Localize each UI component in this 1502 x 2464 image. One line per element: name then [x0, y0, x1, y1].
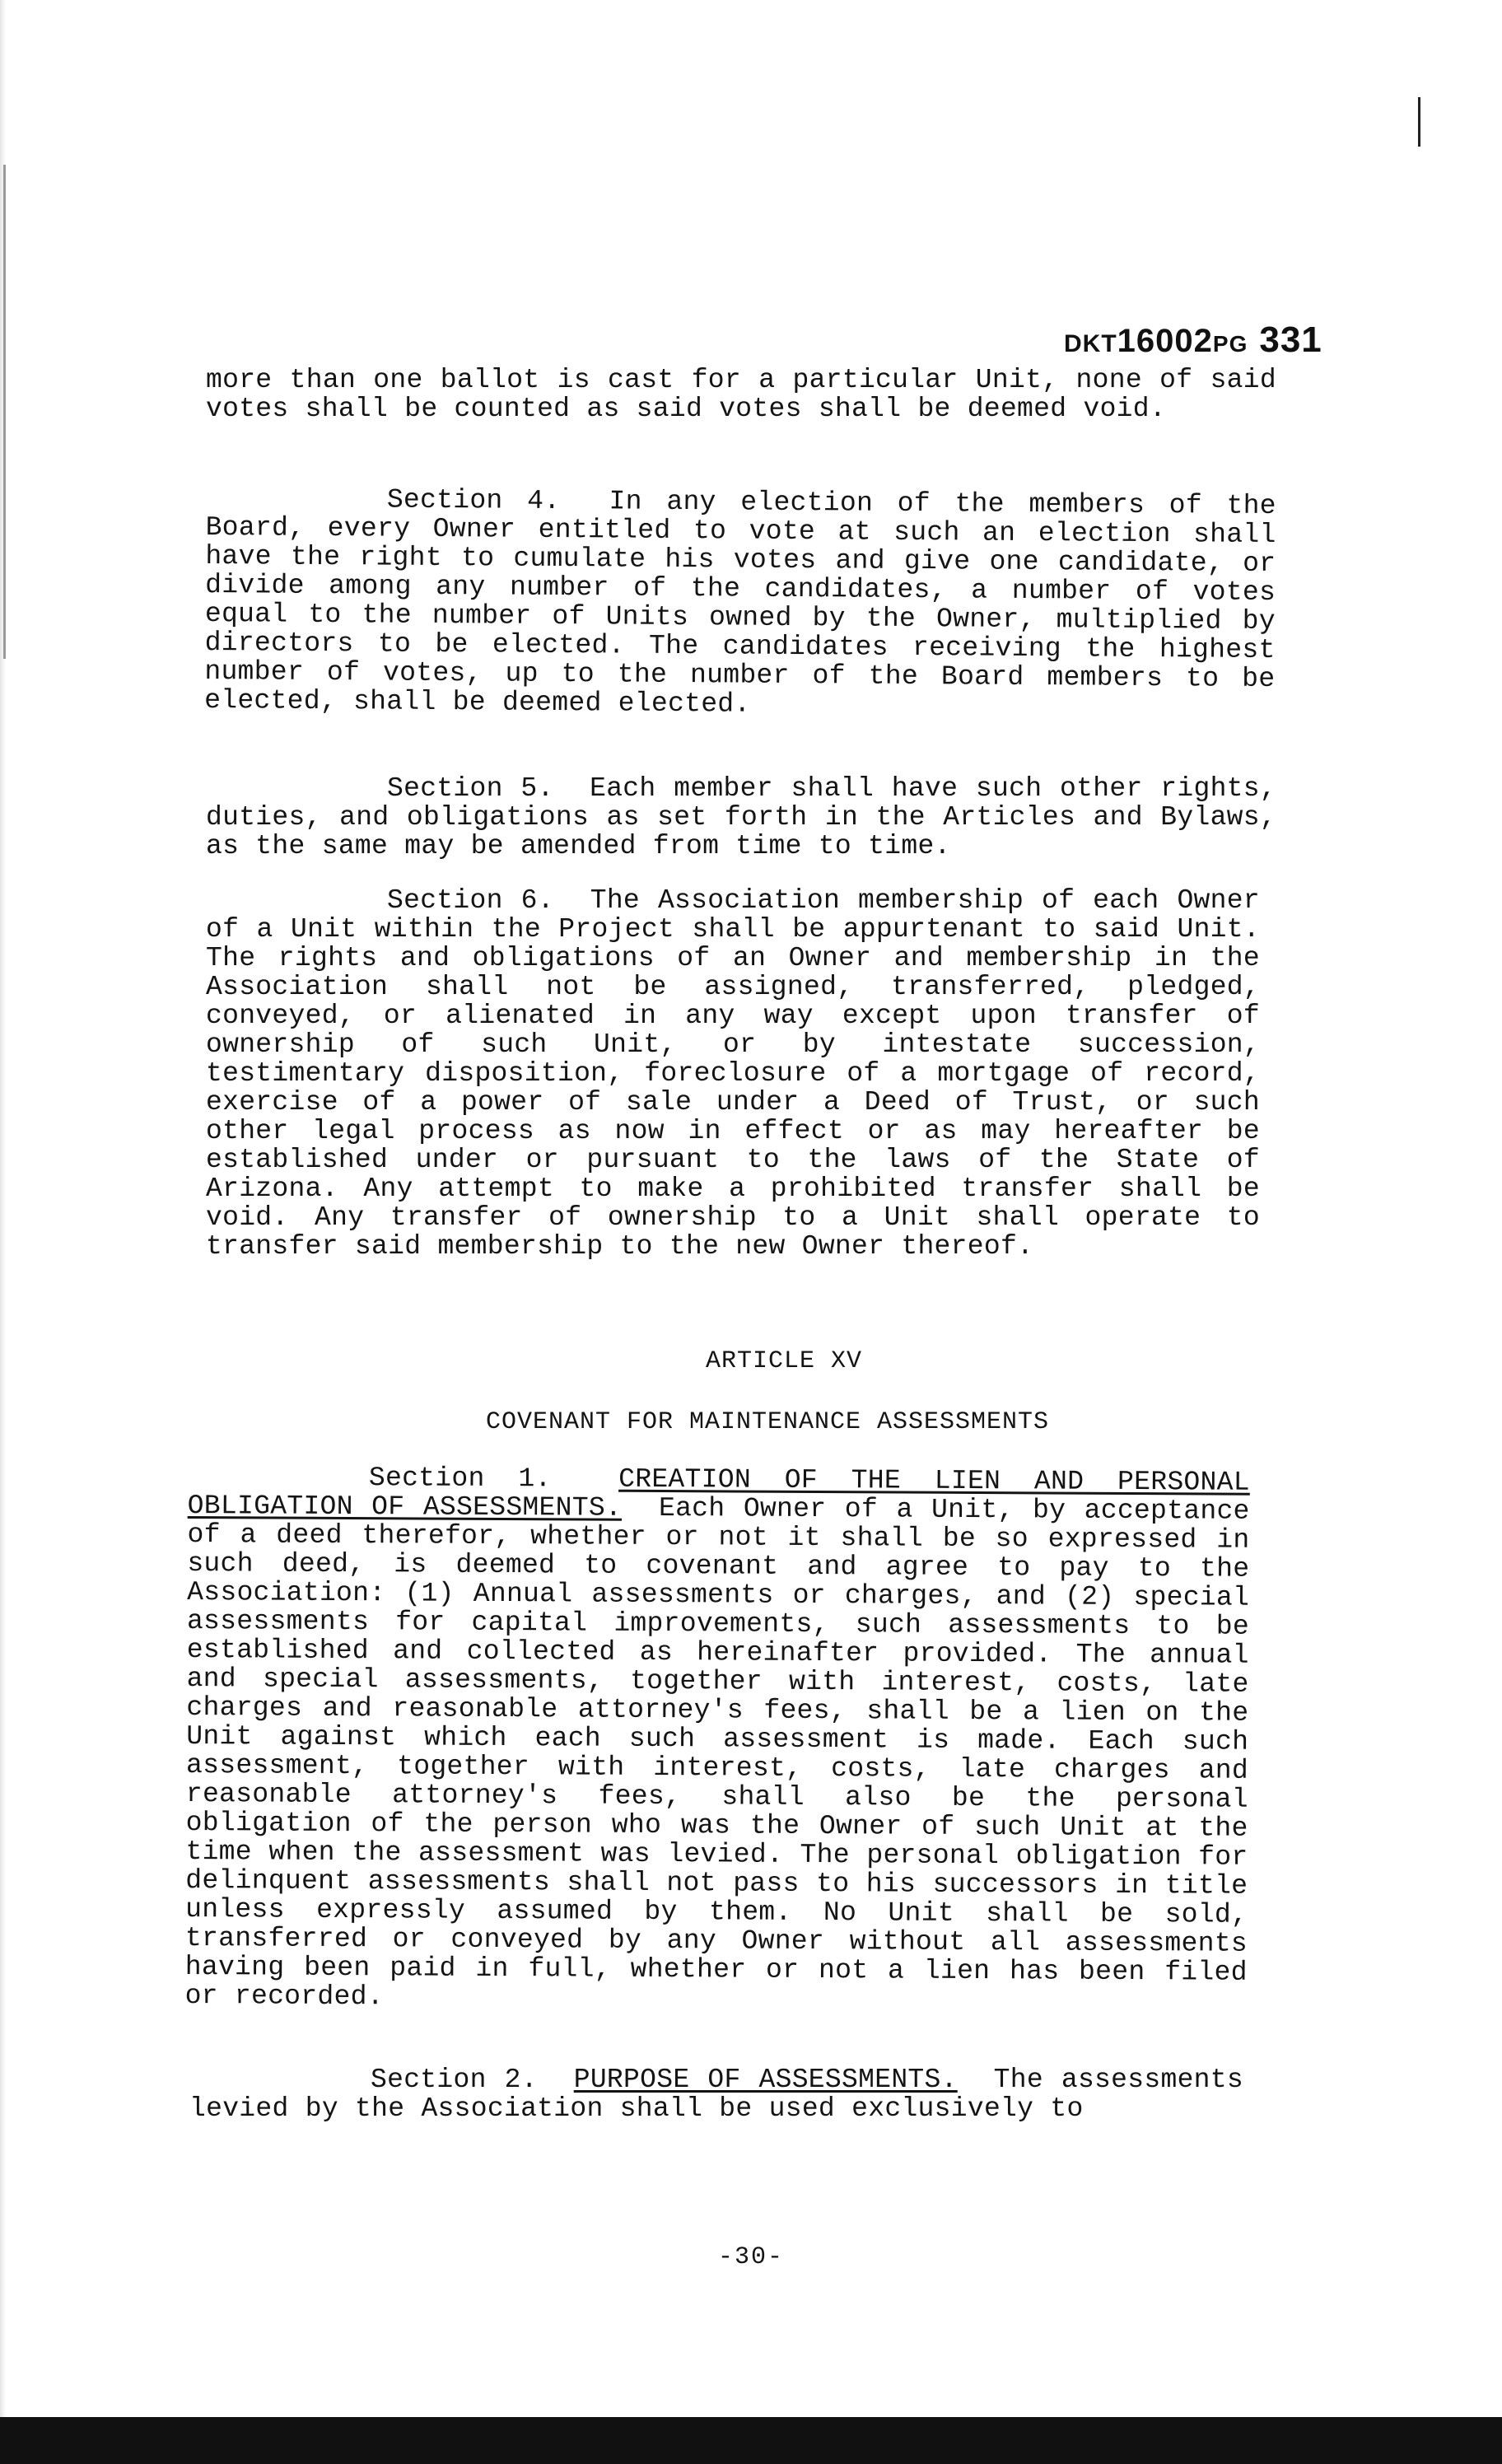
paragraph-section-4: [204, 484, 1276, 722]
section-4-lead: Section 4.: [386, 484, 561, 517]
section-5-body: Each member shall have such other rights, duties, and obligations as set forth in the Articles and Bylaws, as the same may be amended from time to time.: [206, 773, 1276, 861]
article-section-2-lead: Section 2.: [371, 2065, 538, 2095]
article-number: ARTICLE XV: [705, 1347, 863, 1375]
indent: [206, 506, 387, 507]
article-section-1-heading: CREATION OF THE LIEN AND PERSONAL OBLIGATION OF ASSESSMENTS.: [187, 1463, 1250, 1524]
article-section-2-body: The assessments levied by the Association shall be used exclusively to: [189, 2065, 1243, 2124]
section-4-body: In any election of the members of the Board, every Owner entitled to vote at such an election shall have the right to cumulate his votes and give one candidate, or divide among any number of the candidates, a number of votes equal to the number of Units owned by the Owner, multiplied by directors to be elected. The candidates receiving the highest number of votes, up to the number of the Board members to be elected, shall be deemed elected.: [204, 486, 1276, 720]
scan-mark-right: [1418, 97, 1420, 147]
section-6-lead: Section 6.: [387, 885, 554, 916]
indent: [188, 1484, 369, 1485]
article-title: COVENANT FOR MAINTENANCE ASSESSMENTS: [485, 1408, 1050, 1436]
article-section-1-lead: Section 1.: [368, 1463, 552, 1495]
scan-mark-left: [3, 165, 6, 659]
paragraph-section-6: [206, 886, 1260, 1261]
paragraph-article-section-2: [189, 2065, 1243, 2123]
section-6-body: The Association membership of each Owner of a Unit within the Project shall be appurtenant to said Unit. The rights and obligations of an Owner and membership in the Association shall not be assigned, transferred, pledged, conveyed, or alienated in any way except upon transfer of ownership of such Unit, or by intestate succession, testimentary disposition, foreclosure of a mortgage of record, exercise of a power of sale under a Deed of Trust, or such other legal process as now in effect or as may hereafter be established under or pursuant to the laws of the State of Arizona. Any attempt to make a prohibited transfer shall be void. Any transfer of ownership to a Unit shall operate to transfer said membership to the new Owner thereof.: [206, 885, 1260, 1262]
stamp-pg: PG: [1212, 331, 1248, 357]
stamp-prefix: DKT: [1064, 330, 1117, 357]
paragraph-continued: more than one ballot is cast for a particular Unit, none of said votes shall be counted as said votes shall be deemed void.: [206, 365, 1276, 424]
section-5-lead: Section 5.: [387, 773, 554, 804]
stamp-page: 331: [1259, 320, 1322, 360]
stamp-docket: 16002: [1117, 323, 1213, 359]
scan-edge-bottom: [0, 2417, 1502, 2464]
article-section-2-heading: PURPOSE OF ASSESSMENTS.: [573, 2065, 958, 2095]
docket-stamp: [1064, 320, 1322, 361]
page-number: -30-: [717, 2243, 784, 2271]
article-section-1-body: Each Owner of a Unit, by acceptance of a deed therefor, whether or not it shall be so expressed in such deed, is deemed to covenant and agree to pay to the Association: (1) Annual assessments or charges, and (2) special assessments for capital improvements, such assessments to be established and collected as hereinafter provided. The annual and special assessments, together with interest, costs, late charges and reasonable attorney's fees, shall be a lien on the Unit against which each such assessment is made. Each such assessment, together with interest, costs, late charges and reasonable attorney's fees, shall also be the personal obligation of the person who was the Owner of such Unit at the time when the assessment was levied. The personal obligation for delinquent assessments shall not pass to his successors in title unless expressly assumed by them. No Unit shall be sold, transferred or conveyed by any Owner without all assessments having been paid in full, whether or not a lien has been filed or recorded.: [184, 1492, 1250, 2013]
paragraph-article-section-1: [185, 1463, 1250, 2016]
paragraph-section-5: [206, 774, 1276, 861]
